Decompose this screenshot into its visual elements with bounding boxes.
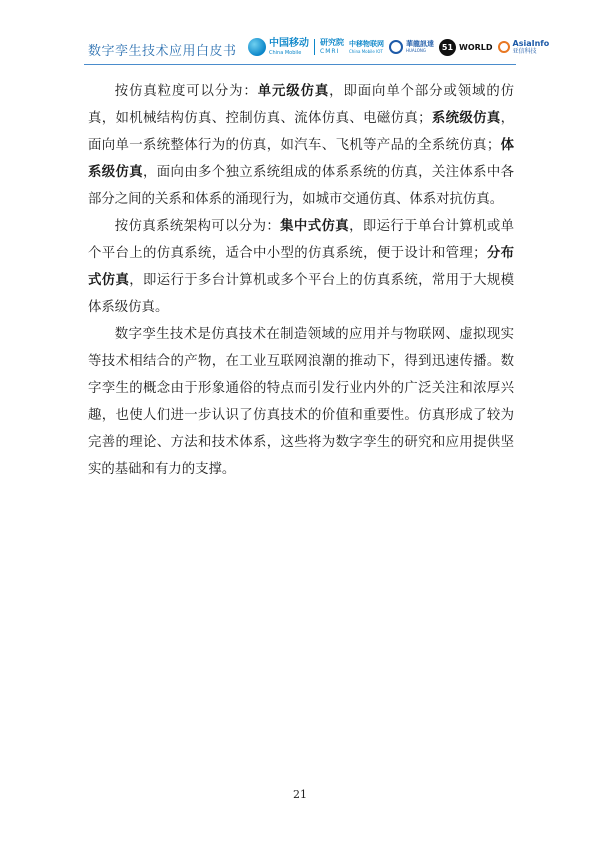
text-run: ，即运行于多台计算机或多个平台上的仿真系统，常用于大规模体系级仿真。 <box>88 273 515 315</box>
asiainfo-icon <box>498 41 510 53</box>
china-mobile-en: China Mobile <box>269 49 302 56</box>
china-mobile-logo <box>248 38 309 56</box>
bold-term: 集中式仿真 <box>280 218 350 234</box>
iot-en: China Mobile IOT <box>349 48 383 54</box>
text-run: ，面向由多个独立系统组成的体系系统的仿真，关注体系中各部分之间的关系和体系的涌现行为，如城市交通仿真、体系对抗仿真。 <box>88 165 514 207</box>
hualong-logo <box>389 40 434 54</box>
text-run: 按仿真粒度可以分为： <box>114 84 258 99</box>
document-title: 数字孪生技术应用白皮书 <box>88 44 237 59</box>
cmri-cn: 研究院 <box>320 38 344 47</box>
paragraph-granularity <box>88 78 514 213</box>
china-mobile-iot-logo <box>349 41 384 54</box>
hualong-en: HUALONG <box>406 48 426 53</box>
51world-logo <box>439 39 493 56</box>
bold-term: 单元级仿真 <box>257 83 330 99</box>
hualong-cn: 華龍訊達 <box>406 40 434 48</box>
iot-cn: 中移物联网 <box>349 39 384 48</box>
paragraph-digital-twin <box>88 321 514 483</box>
page-header <box>0 0 600 68</box>
paragraph-architecture <box>88 213 514 321</box>
cmri-en: CMRI <box>320 48 340 55</box>
51world-icon: 51 <box>439 39 456 56</box>
text-run: 按仿真系统架构可以分为： <box>114 219 281 234</box>
asiainfo-en: AsiaInfo <box>512 38 550 48</box>
text-run: ，即面向单个部分或领域的仿真，如机械结构仿真、控制仿真、流体仿真、电磁仿真； <box>88 84 515 126</box>
logo-divider <box>314 39 315 55</box>
text-run: 数字孪生技术是仿真技术在制造领域的应用并与物联网、虚拟现实等技术相结合的产物，在工业互联网浪潮的推动下，得到迅速传播。数字孪生的概念由于形象通俗的特点而引发行业内外的广泛关注和浓厚兴趣，也使人们进一步认识了仿真技术的价值和重要性。仿真形成了较为完善的理论、方法和技术体系，这些将为数字孪生的研究和应用提供坚实的基础和有力的支撑。 <box>88 327 514 477</box>
asiainfo-cn: 亚信科技 <box>512 47 537 55</box>
partner-logos <box>248 34 549 60</box>
body-text <box>88 78 514 483</box>
hualong-icon <box>389 40 403 54</box>
page-number: 21 <box>293 788 307 801</box>
china-mobile-icon <box>248 38 266 56</box>
text-run: ，即运行于单台计算机或单个平台上的仿真系统，适合中小型的仿真系统，便于设计和管理； <box>88 219 515 261</box>
cmri-logo <box>320 39 344 55</box>
text-run: ，面向单一系统整体行为的仿真，如汽车、飞机等产品的全系统仿真； <box>88 111 515 153</box>
bold-term: 系统级仿真 <box>431 110 501 126</box>
51world-text: WORLD <box>459 42 493 52</box>
bold-term: 体系级仿真 <box>88 137 515 180</box>
china-mobile-cn: 中国移动 <box>269 37 309 49</box>
header-divider <box>84 64 516 65</box>
bold-term: 分布式仿真 <box>88 245 515 288</box>
asiainfo-logo <box>498 40 550 55</box>
